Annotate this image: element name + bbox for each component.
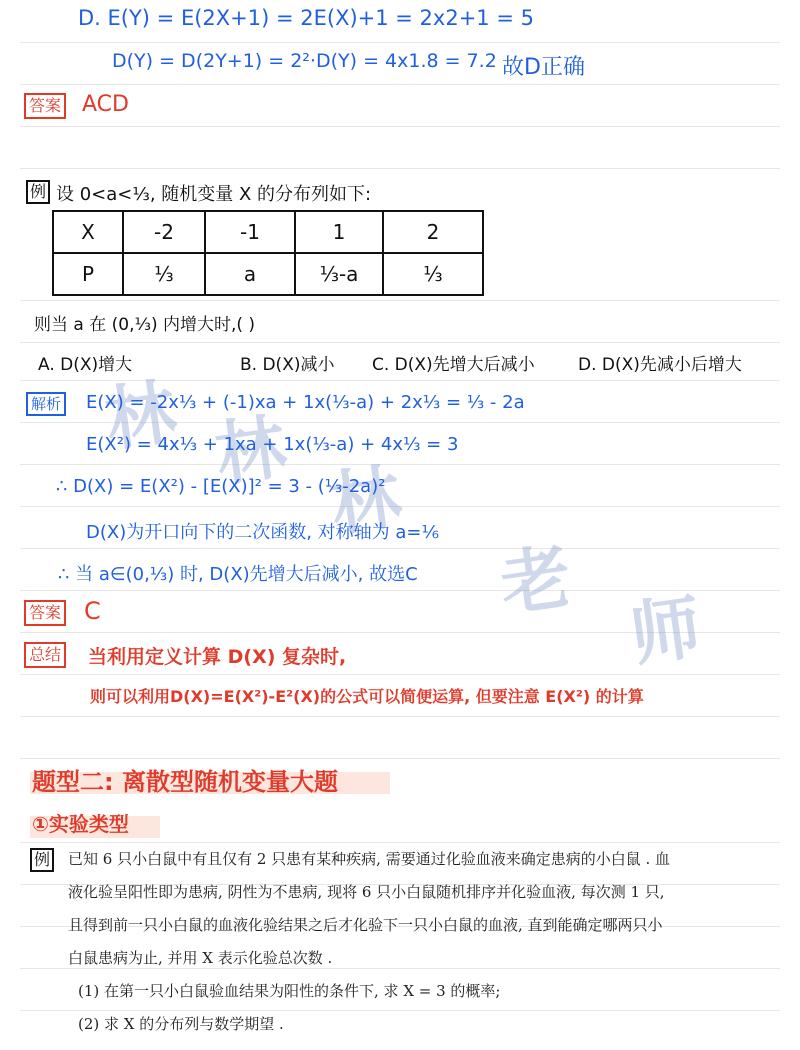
table-cell: ⅓-a bbox=[295, 253, 383, 295]
solution-note: 故D正确 bbox=[502, 55, 585, 80]
rule-line bbox=[20, 84, 780, 85]
summary-tag: 总结 bbox=[24, 642, 66, 668]
table-cell: -1 bbox=[205, 211, 295, 253]
solution-line: E(X) = -2x⅓ + (-1)xa + 1x(⅓-a) + 2x⅓ = ⅓ - 2a bbox=[86, 392, 525, 413]
example-body bbox=[68, 843, 728, 1041]
rule-line bbox=[20, 758, 780, 759]
answer-value: C bbox=[84, 597, 101, 625]
option-d: D. D(X)先减小后增大 bbox=[578, 355, 742, 375]
subquestion-2: (2) 求 X 的分布列与数学期望 . bbox=[78, 1015, 284, 1033]
answer-value: ACD bbox=[82, 92, 129, 117]
answer-tag: 答案 bbox=[24, 600, 66, 626]
example-line: 且得到前一只小白鼠的血液化验结果之后才化验下一只小白鼠的血液, 直到能确定哪两只小 bbox=[68, 916, 663, 934]
watermark-char: 林 bbox=[100, 370, 182, 462]
table-cell: ⅓ bbox=[123, 253, 205, 295]
table-cell: P bbox=[53, 253, 123, 295]
watermark-char: 林 bbox=[325, 455, 407, 547]
example-line: 已知 6 只小白鼠中有且仅有 2 只患有某种疾病, 需要通过化验血液来确定患病的小白鼠 . 血 bbox=[68, 850, 671, 868]
solution-line-d-expectation: D. E(Y) = E(2X+1) = 2E(X)+1 = 2x2+1 = 5 bbox=[78, 6, 534, 30]
watermark-char: 林 bbox=[210, 405, 292, 497]
table-cell: 2 bbox=[383, 211, 483, 253]
table-cell: a bbox=[205, 253, 295, 295]
example-question: 则当 a 在 (0,⅓) 内增大时,( ) bbox=[34, 315, 256, 335]
subquestion-1: (1) 在第一只小白鼠验血结果为阳性的条件下, 求 X = 3 的概率; bbox=[78, 982, 501, 1000]
table-cell: -2 bbox=[123, 211, 205, 253]
watermark-char: 老 bbox=[495, 535, 577, 627]
rule-line bbox=[20, 342, 780, 343]
example-tag: 例 bbox=[30, 848, 54, 872]
example-stem: 设 0<a<⅓, 随机变量 X 的分布列如下: bbox=[56, 184, 372, 205]
summary-line: 当利用定义计算 D(X) 复杂时, bbox=[88, 646, 347, 668]
solution-line: D(X)为开口向下的二次函数, 对称轴为 a=⅙ bbox=[86, 522, 439, 543]
solution-line-d-variance: D(Y) = D(2Y+1) = 2²·D(Y) = 4x1.8 = 7.2 bbox=[112, 50, 497, 72]
table-cell: 1 bbox=[295, 211, 383, 253]
option-b: B. D(X)减小 bbox=[240, 355, 335, 375]
rule-line bbox=[20, 126, 780, 127]
option-c: C. D(X)先增大后减小 bbox=[372, 355, 535, 375]
rule-line bbox=[20, 716, 780, 717]
rule-line bbox=[20, 42, 780, 43]
watermark-char: 师 bbox=[625, 585, 707, 677]
distribution-table bbox=[52, 210, 484, 296]
solution-line: E(X²) = 4x⅓ + 1xa + 1x(⅓-a) + 4x⅓ = 3 bbox=[86, 434, 459, 455]
section-subtitle: ①实验类型 bbox=[32, 812, 129, 836]
example-tag: 例 bbox=[26, 180, 50, 204]
rule-line bbox=[20, 548, 780, 549]
rule-line bbox=[20, 464, 780, 465]
section-title: 题型二: 离散型随机变量大题 bbox=[32, 768, 338, 796]
table-row bbox=[53, 211, 483, 253]
table-cell: X bbox=[53, 211, 123, 253]
summary-line: 则可以利用D(X)=E(X²)-E²(X)的公式可以简便运算, 但要注意 E(X²) 的计算 bbox=[90, 687, 644, 706]
answer-tag: 答案 bbox=[24, 93, 66, 119]
solution-line: ∴ 当 a∈(0,⅓) 时, D(X)先增大后减小, 故选C bbox=[58, 564, 418, 585]
solution-tag: 解析 bbox=[26, 392, 66, 416]
rule-line bbox=[20, 300, 780, 301]
option-a: A. D(X)增大 bbox=[38, 355, 133, 375]
table-row bbox=[53, 253, 483, 295]
rule-line bbox=[20, 168, 780, 169]
example-line: 液化验呈阳性即为患病, 阴性为不患病, 现将 6 只小白鼠随机排序并化验血液, 每次测 1 只, bbox=[68, 883, 665, 901]
solution-line: ∴ D(X) = E(X²) - [E(X)]² = 3 - (⅓-2a)² bbox=[56, 476, 386, 497]
table-cell: ⅓ bbox=[383, 253, 483, 295]
example-line: 白鼠患病为止, 并用 X 表示化验总次数 . bbox=[68, 949, 333, 967]
